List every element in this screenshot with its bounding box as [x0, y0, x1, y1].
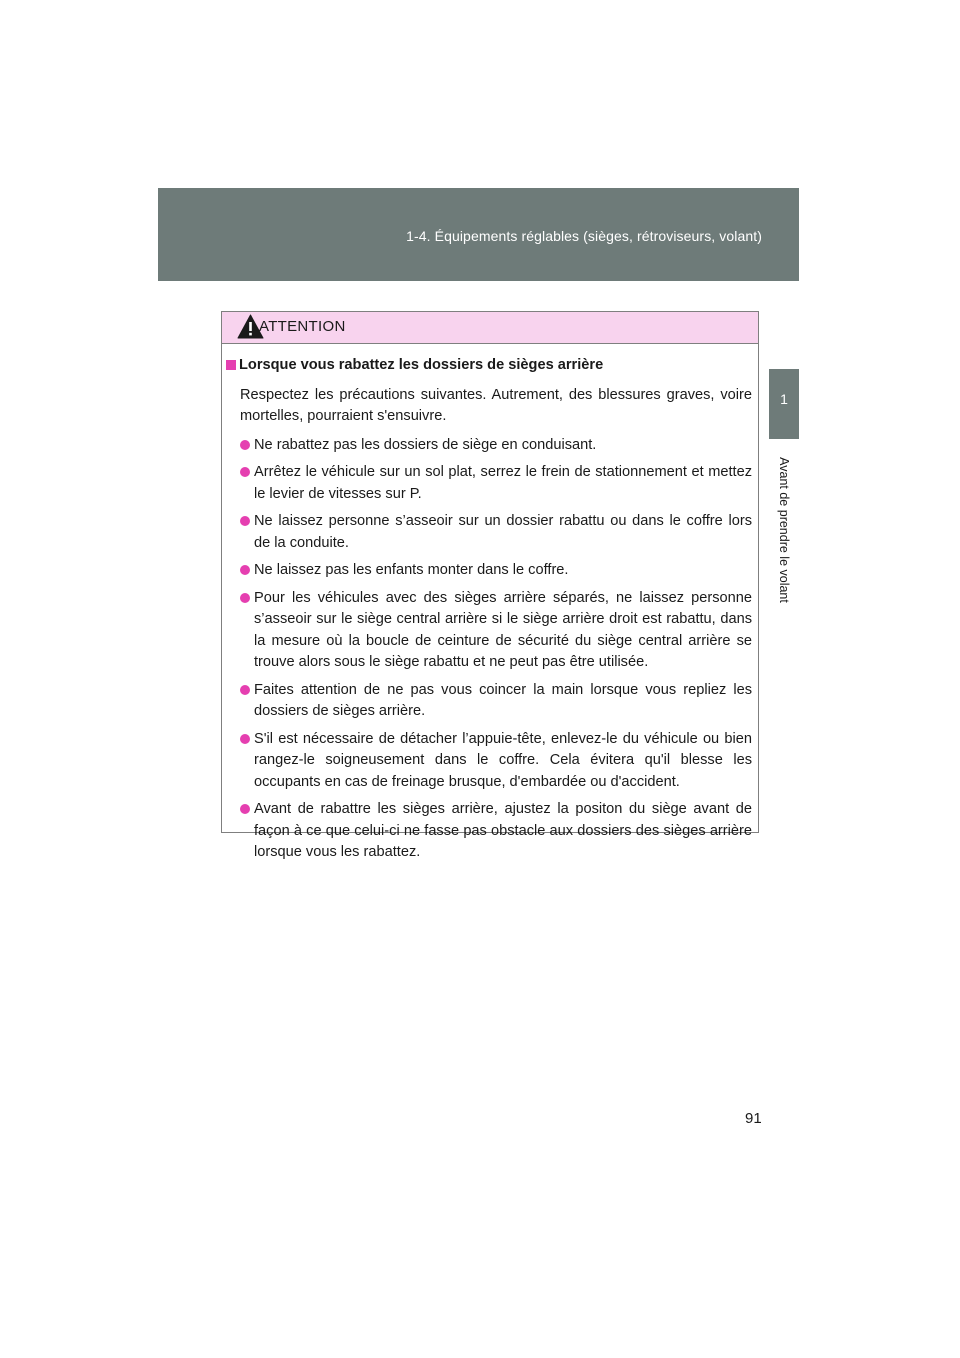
- bullet-dot-icon: [240, 467, 250, 477]
- chapter-tab: [769, 369, 799, 439]
- bullet-dot-icon: [240, 734, 250, 744]
- section-title: 1-4. Équipements réglables (sièges, rétroviseurs, volant): [406, 228, 762, 244]
- caution-bullet-text: Arrêtez le véhicule sur un sol plat, serrez le frein de stationnement et mettez le levier de vitesses sur P.: [254, 464, 752, 502]
- bullet-dot-icon: [240, 440, 250, 450]
- chapter-label: Avant de prendre le volant: [777, 457, 791, 603]
- caution-heading: [226, 355, 752, 377]
- bullet-dot-icon: [240, 565, 250, 575]
- caution-bullet-item: [226, 729, 752, 794]
- caution-bullet-item: [226, 462, 752, 505]
- caution-header: [222, 312, 758, 344]
- caution-bullet-item: [226, 511, 752, 554]
- caution-box: [221, 311, 759, 860]
- caution-bullet-text: Avant de rabattre les sièges arrière, ajustez la positon du siège avant de façon à ce que celui-ci ne fasse pas obstacle aux dossiers des sièges arrière lorsque vous les rabattez.: [254, 801, 752, 860]
- page-number: 91: [745, 1110, 762, 1127]
- caution-bullet-text: Pour les véhicules avec des sièges arrière séparés, ne laissez personne s’asseoir sur le siège central arrière si le siège arrière droit est rabattu, dans la mesure où la boucle de ceinture de sécurité du siège central arrière se trouve alors sous le siège rabattu et ne peut pas être utilisée.: [254, 589, 752, 670]
- caution-heading-text: Lorsque vous rabattez les dossiers de sièges arrière: [239, 357, 604, 373]
- caution-bullet-item: [226, 560, 752, 582]
- caution-bullet-text: Faites attention de ne pas vous coincer la main lorsque vous repliez les dossiers de sièges arrière.: [254, 681, 752, 719]
- caution-intro: Respectez les précautions suivantes. Autrement, des blessures graves, voire mortelles, pourraient s'ensuivre.: [240, 386, 752, 424]
- caution-bullet-text: Ne laissez pas les enfants monter dans le coffre.: [254, 562, 569, 578]
- caution-title: ATTENTION: [259, 318, 346, 335]
- bullet-dot-icon: [240, 516, 250, 526]
- bullet-dot-icon: [240, 593, 250, 603]
- caution-bullet-item: [226, 799, 752, 864]
- caution-bullet-list: [226, 435, 752, 864]
- chapter-number: 1: [780, 391, 788, 407]
- caution-bullet-item: [226, 680, 752, 723]
- caution-bullet-text: S'il est nécessaire de détacher l’appuie-tête, enlevez-le du véhicule ou bien rangez-le soigneusement dans le coffre. Cela évitera qu'il blesse les occupants en cas de freinage brusque, d'embardée ou d'accident.: [254, 730, 752, 790]
- caution-bullet-text: Ne laissez personne s’asseoir sur un dossier rabattu ou dans le coffre lors de la conduite.: [254, 513, 752, 551]
- caution-bullet-text: Ne rabattez pas les dossiers de siège en conduisant.: [254, 436, 597, 453]
- caution-bullet-item: [226, 588, 752, 674]
- bullet-dot-icon: [240, 685, 250, 695]
- caution-bullet-item: [226, 435, 752, 457]
- square-bullet-icon: [226, 360, 236, 370]
- section-header-band: [158, 188, 799, 281]
- bullet-dot-icon: [240, 804, 250, 814]
- caution-body: [222, 344, 758, 864]
